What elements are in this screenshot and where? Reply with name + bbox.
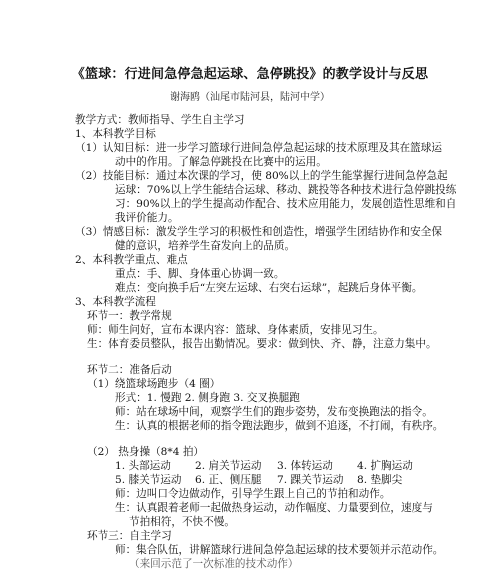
paragraph-line: 生：认真跟着老师一起做热身运动，动作幅度、力量要到位，速度与 (115, 502, 433, 514)
step-heading: 环节二：准备后动 (87, 364, 172, 376)
paragraph-line: （3）情感目标：激发学生学习的积极性和创造性，增强学生团结协作和安全保 (75, 226, 442, 238)
paragraph-line: 形式：1. 慢跑 2. 侧身跑 3. 交叉换腿跑 (115, 392, 300, 404)
section-heading: 3、本科教学流程 (75, 296, 156, 308)
warmup-item: 8. 垫脚尖 (357, 474, 403, 486)
step-heading: 环节一：教学常规 (87, 310, 172, 322)
paragraph-line: 生：认真的根据老师的指令跑法跑步，做到不追逐，不打闹，有秩序。 (115, 420, 444, 432)
warmup-item: 7. 踝关节运动 (277, 474, 344, 486)
paragraph-line: 师：师生问好，宣布本课内容：篮球、身体素质，安排见习生。 (87, 324, 384, 336)
paragraph-line: 师：边叫口令边做动作，引导学生跟上自己的节拍和动作。 (115, 488, 391, 500)
paragraph-line: 动中的作用。了解急停跳投在比赛中的运用。 (115, 156, 327, 168)
paragraph-line: 难点：变向换手后“左突左运球、右突右运球”，起跳后身体平衡。 (115, 282, 423, 294)
paragraph-line: 师：站在球场中间，观察学生们的跑步姿势，发布变换跑法的指令。 (115, 406, 433, 418)
warmup-item: 4. 扩胸运动 (357, 460, 413, 472)
paragraph-line: 我评价能力。 (115, 212, 179, 224)
warmup-item: 1. 头部运动 (115, 460, 171, 472)
paragraph-line: （2） 热身操（8*4 拍） (87, 446, 205, 458)
paragraph-line: 习：90%以上的学生提高动作配合、技术应用能力，发展创造性思维和自 (115, 198, 457, 210)
paragraph-line: （2）技能目标：通过本次课的学习，使 80%以上的学生能掌握行进间急停急起 (75, 170, 448, 182)
paragraph-line: （来回示范了一次标准的技术动作） (129, 558, 299, 570)
document-author: 谢海鸥（汕尾市陆河县，陆河中学） (170, 92, 330, 103)
paragraph-line: 运球：70%以上学生能结合运球、移动、跳投等各种技术进行急停跳投练 (115, 184, 457, 196)
paragraph-line: 师：集合队伍，讲解篮球行进间急停急起运球的技术要领并示范动作。 (115, 544, 444, 556)
paragraph-line: （1）认知目标：进一步学习篮球行进间急停急起运球的技术原理及其在篮球运 (75, 142, 442, 154)
document-title: 《篮球：行进间急停急起运球、急停跳投》的教学设计与反思 (71, 67, 429, 82)
section-heading: 2、本科教学重点、难点 (75, 254, 188, 266)
paragraph-line: 健的意识，培养学生奋发向上的品质。 (115, 240, 296, 252)
warmup-item: 2. 肩关节运动 (195, 460, 262, 472)
paragraph-line: 节拍相符，不快不慢。 (129, 516, 235, 528)
warmup-row (115, 459, 427, 473)
teaching-method: 教学方式：教师指导、学生自主学习 (75, 114, 245, 126)
paragraph-line: 重点：手、脚、身体重心协调一致。 (115, 268, 285, 280)
warmup-item: 5. 膝关节运动 (115, 474, 182, 486)
section-heading: 1、本科教学目标 (75, 128, 156, 140)
paragraph-line: （1）绕篮球场跑步（4 圈） (87, 378, 221, 390)
warmup-item: 6. 正、侧压腿 (195, 474, 262, 486)
warmup-row (115, 473, 427, 487)
paragraph-line: 生：体育委员整队，报告出勤情况。要求：做到快、齐、静，注意力集中。 (87, 338, 437, 350)
step-heading: 环节三：自主学习 (87, 530, 172, 542)
warmup-item: 3. 体转运动 (277, 460, 333, 472)
